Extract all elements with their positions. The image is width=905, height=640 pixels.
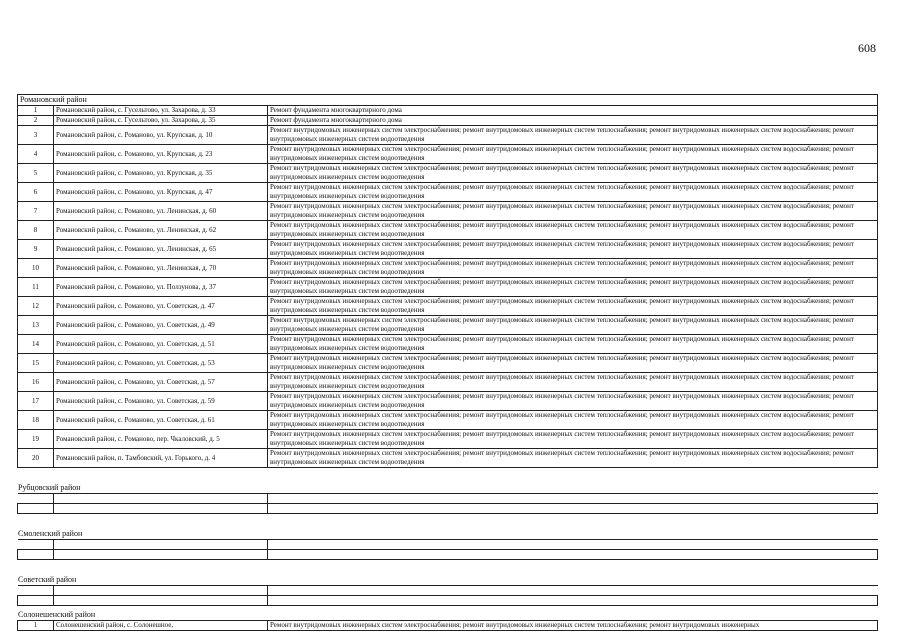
- empty-cell: [18, 540, 54, 550]
- empty-cell: [54, 540, 268, 550]
- row-number: 17: [18, 392, 54, 411]
- table-row: [18, 259, 878, 278]
- row-number: 7: [18, 202, 54, 221]
- table-row: [18, 335, 878, 354]
- row-number: 13: [18, 316, 54, 335]
- empty-cell: [18, 494, 54, 504]
- empty-cell: [54, 586, 268, 596]
- row-address: Романовский район, с. Романово, ул. Крупская, д. 35: [54, 164, 268, 183]
- table-row: [18, 504, 878, 514]
- row-work: Ремонт внутридомовых инженерных систем электроснабжения; ремонт внутридомовых инженерных систем теплоснабжения; ремонт внутридомовых инженерных систем водоснабжения; ремонт внутридомовых инженерных систем водоотведения: [268, 392, 878, 411]
- row-work: Ремонт внутридомовых инженерных систем электроснабжения; ремонт внутридомовых инженерных систем теплоснабжения; ремонт внутридомовых инженерных систем водоснабжения; ремонт внутридомовых инженерных систем водоотведения: [268, 164, 878, 183]
- district-title-romanovsky: Романовский район: [18, 95, 878, 106]
- page-number: 608: [858, 41, 876, 55]
- row-address: Романовский район, с. Романово, ул. Ползунова, д. 37: [54, 278, 268, 297]
- row-address: Романовский район, с. Романово, ул. Советская, д. 51: [54, 335, 268, 354]
- row-address: Романовский район, с. Романово, пер. Чкаловский, д. 5: [54, 430, 268, 449]
- empty-district-table: [17, 539, 878, 560]
- table-row: [18, 145, 878, 164]
- row-address: Романовский район, с. Романово, ул. Советская, д. 53: [54, 354, 268, 373]
- row-number: 11: [18, 278, 54, 297]
- empty-cell: [18, 504, 54, 514]
- table-row: [18, 449, 878, 468]
- table-row: [18, 202, 878, 221]
- row-address: Романовский район, с. Романово, ул. Советская, д. 57: [54, 373, 268, 392]
- table-row: [18, 278, 878, 297]
- row-work: Ремонт внутридомовых инженерных систем электроснабжения; ремонт внутридомовых инженерных систем теплоснабжения; ремонт внутридомовых инженерных систем водоснабжения; ремонт внутридомовых инженерных систем водоотведения: [268, 221, 878, 240]
- row-address: Романовский район, с. Гусельтово, ул. Захарова, д. 35: [54, 116, 268, 126]
- empty-cell: [54, 504, 268, 514]
- empty-district-table: [17, 585, 878, 606]
- row-work: Ремонт фундамента многоквартирного дома: [268, 116, 878, 126]
- empty-cell: [54, 550, 268, 560]
- table-row: [18, 373, 878, 392]
- empty-cell: [54, 596, 268, 606]
- table-row: [18, 183, 878, 202]
- table-row: [18, 540, 878, 550]
- empty-cell: [268, 494, 878, 504]
- row-address: Солонешенский район, с. Солонешное,: [54, 621, 268, 631]
- empty-cell: [18, 596, 54, 606]
- row-address: Романовский район, с. Романово, ул. Советская, д. 49: [54, 316, 268, 335]
- table-row: [18, 240, 878, 259]
- table-row: [18, 116, 878, 126]
- row-work: Ремонт внутридомовых инженерных систем электроснабжения; ремонт внутридомовых инженерных систем теплоснабжения; ремонт внутридомовых инженерных систем водоснабжения; ремонт внутридомовых инженерных систем водоотведения: [268, 202, 878, 221]
- table-row: [18, 494, 878, 504]
- row-address: Романовский район, с. Романово, ул. Ленинская, д. 70: [54, 259, 268, 278]
- row-number: 1: [18, 106, 54, 116]
- row-address: Романовский район, с. Романово, ул. Крупская, д. 47: [54, 183, 268, 202]
- row-address: Романовский район, с. Романово, ул. Советская, д. 47: [54, 297, 268, 316]
- document-body: [17, 94, 878, 631]
- row-number: 20: [18, 449, 54, 468]
- table-row: [18, 354, 878, 373]
- table-row: [18, 164, 878, 183]
- row-number: 4: [18, 145, 54, 164]
- row-work: Ремонт внутридомовых инженерных систем электроснабжения; ремонт внутридомовых инженерных систем теплоснабжения; ремонт внутридомовых инженерных систем водоснабжения; ремонт внутридомовых инженерных систем водоотведения: [268, 278, 878, 297]
- row-work: Ремонт внутридомовых инженерных систем электроснабжения; ремонт внутридомовых инженерных систем теплоснабжения; ремонт внутридомовых инженерных систем водоснабжения; ремонт внутридомовых инженерных систем водоотведения: [268, 183, 878, 202]
- row-work: Ремонт внутридомовых инженерных систем электроснабжения; ремонт внутридомовых инженерных систем теплоснабжения; ремонт внутридомовых инженерных систем водоснабжения; ремонт внутридомовых инженерных систем водоотведения: [268, 335, 878, 354]
- table-row: [18, 126, 878, 145]
- table-row: [18, 106, 878, 116]
- row-number: 5: [18, 164, 54, 183]
- table-row: [18, 550, 878, 560]
- table-row: [18, 221, 878, 240]
- district-title: Рубцовский район: [18, 483, 81, 492]
- row-number: 12: [18, 297, 54, 316]
- row-work: Ремонт внутридомовых инженерных систем электроснабжения; ремонт внутридомовых инженерных систем теплоснабжения; ремонт внутридомовых инженерных систем водоснабжения; ремонт внутридомовых инженерных систем водоотведения: [268, 449, 878, 468]
- row-number: 14: [18, 335, 54, 354]
- empty-district-table: [17, 493, 878, 514]
- table-row: [18, 621, 878, 631]
- row-work: Ремонт внутридомовых инженерных систем электроснабжения; ремонт внутридомовых инженерных систем теплоснабжения; ремонт внутридомовых инженерных систем водоснабжения; ремонт внутридомовых инженерных систем водоотведения: [268, 373, 878, 392]
- table-row: [18, 411, 878, 430]
- row-number: 15: [18, 354, 54, 373]
- row-work: Ремонт внутридомовых инженерных систем электроснабжения; ремонт внутридомовых инженерных систем теплоснабжения; ремонт внутридомовых инженерных систем водоснабжения; ремонт внутридомовых инженерных систем водоотведения: [268, 259, 878, 278]
- row-work: Ремонт внутридомовых инженерных систем электроснабжения; ремонт внутридомовых инженерных систем теплоснабжения; ремонт внутридомовых инженерных: [268, 621, 878, 631]
- empty-cell: [18, 586, 54, 596]
- row-address: Романовский район, с. Гусельтово, ул. Захарова, д. 33: [54, 106, 268, 116]
- row-work: Ремонт внутридомовых инженерных систем электроснабжения; ремонт внутридомовых инженерных систем теплоснабжения; ремонт внутридомовых инженерных систем водоснабжения; ремонт внутридомовых инженерных систем водоотведения: [268, 411, 878, 430]
- row-address: Романовский район, с. Романово, ул. Ленинская, д. 65: [54, 240, 268, 259]
- table-row: [18, 316, 878, 335]
- empty-cell: [54, 494, 268, 504]
- row-number: 1: [18, 621, 54, 631]
- soloneshensky-table: [17, 620, 878, 631]
- district-title: Советский район: [18, 575, 77, 584]
- row-number: 8: [18, 221, 54, 240]
- row-number: 19: [18, 430, 54, 449]
- row-work: Ремонт внутридомовых инженерных систем электроснабжения; ремонт внутридомовых инженерных систем теплоснабжения; ремонт внутридомовых инженерных систем водоснабжения; ремонт внутридомовых инженерных систем водоотведения: [268, 145, 878, 164]
- row-work: Ремонт внутридомовых инженерных систем электроснабжения; ремонт внутридомовых инженерных систем теплоснабжения; ремонт внутридомовых инженерных систем водоснабжения; ремонт внутридомовых инженерных систем водоотведения: [268, 316, 878, 335]
- row-address: Романовский район, с. Романово, ул. Советская, д. 59: [54, 392, 268, 411]
- row-number: 10: [18, 259, 54, 278]
- row-work: Ремонт внутридомовых инженерных систем электроснабжения; ремонт внутридомовых инженерных систем теплоснабжения; ремонт внутридомовых инженерных систем водоснабжения; ремонт внутридомовых инженерных систем водоотведения: [268, 354, 878, 373]
- row-number: 16: [18, 373, 54, 392]
- row-number: 2: [18, 116, 54, 126]
- row-work: Ремонт фундамента многоквартирного дома: [268, 106, 878, 116]
- row-address: Романовский район, с. Романово, ул. Ленинская, д. 62: [54, 221, 268, 240]
- row-work: Ремонт внутридомовых инженерных систем электроснабжения; ремонт внутридомовых инженерных систем теплоснабжения; ремонт внутридомовых инженерных систем водоснабжения; ремонт внутридомовых инженерных систем водоотведения: [268, 297, 878, 316]
- row-work: Ремонт внутридомовых инженерных систем электроснабжения; ремонт внутридомовых инженерных систем теплоснабжения; ремонт внутридомовых инженерных систем водоснабжения; ремонт внутридомовых инженерных систем водоотведения: [268, 126, 878, 145]
- district-title: Смоленский район: [18, 529, 83, 538]
- row-number: 9: [18, 240, 54, 259]
- romanovsky-table: [17, 94, 878, 468]
- row-address: Романовский район, с. Романово, ул. Крупская, д. 23: [54, 145, 268, 164]
- row-address: Романовский район, с. Романово, ул. Ленинская, д. 60: [54, 202, 268, 221]
- row-number: 18: [18, 411, 54, 430]
- district-title-soloneshensky: Солонешенский район: [18, 610, 96, 619]
- row-number: 6: [18, 183, 54, 202]
- row-address: Романовский район, п. Тамбовский, ул. Горького, д. 4: [54, 449, 268, 468]
- empty-cell: [268, 586, 878, 596]
- table-row: [18, 392, 878, 411]
- row-number: 3: [18, 126, 54, 145]
- table-row: [18, 297, 878, 316]
- empty-cell: [268, 550, 878, 560]
- empty-cell: [268, 540, 878, 550]
- row-address: Романовский район, с. Романово, ул. Советская, д. 61: [54, 411, 268, 430]
- row-work: Ремонт внутридомовых инженерных систем электроснабжения; ремонт внутридомовых инженерных систем теплоснабжения; ремонт внутридомовых инженерных систем водоснабжения; ремонт внутридомовых инженерных систем водоотведения: [268, 240, 878, 259]
- row-address: Романовский район, с. Романово, ул. Крупская, д. 10: [54, 126, 268, 145]
- empty-cell: [268, 504, 878, 514]
- table-row: [18, 430, 878, 449]
- empty-cell: [18, 550, 54, 560]
- empty-cell: [268, 596, 878, 606]
- table-row: [18, 596, 878, 606]
- table-row: [18, 586, 878, 596]
- row-work: Ремонт внутридомовых инженерных систем электроснабжения; ремонт внутридомовых инженерных систем теплоснабжения; ремонт внутридомовых инженерных систем водоснабжения; ремонт внутридомовых инженерных систем водоотведения: [268, 430, 878, 449]
